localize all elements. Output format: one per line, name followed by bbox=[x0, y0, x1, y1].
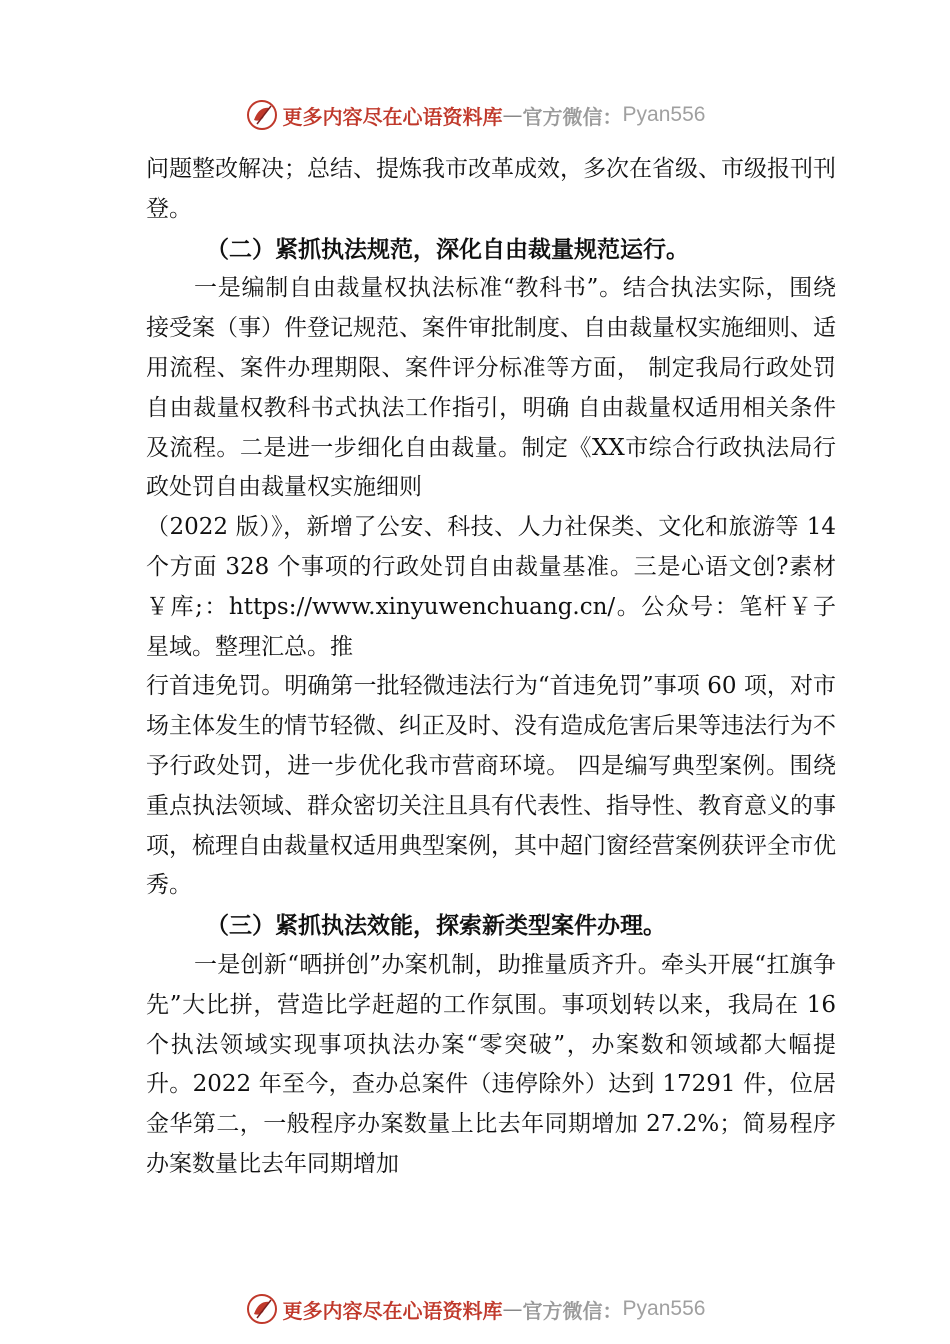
banner-account: Pyan556 bbox=[622, 103, 706, 126]
banner-brand-text: 更多内容尽在心语资料库 bbox=[282, 104, 503, 129]
banner-brand-text: 更多内容尽在心语资料库 bbox=[282, 1298, 503, 1323]
brand-logo-icon bbox=[245, 98, 279, 132]
footer-banner bbox=[0, 1289, 950, 1329]
banner-dash: — bbox=[502, 103, 523, 127]
document-body bbox=[146, 150, 844, 1185]
paragraph-5: 行首违免罚。明确第一批轻微违法行为“首违免罚”事项 60 项，对市场主体发生的情节轻微、纠正及时、没有造成危害后果等违法行为不予行政处罚，进一步优化我市营商环境。 四是编写典型案例。围绕重点执法领域、群众密切关注且具有代表性、指导性、教育意义的事项，梳理自由裁量权适用典型案例，其中超门窗经营案例获评全市优秀。 bbox=[146, 673, 836, 899]
banner-official-label: 官方微信： bbox=[522, 104, 623, 129]
paragraph-4: （2022 版）》，新增了公安、科技、人力社保类、文化和旅游等 14 个方面 328 个事项的行政处罚自由裁量基准。三是心语文创?素材￥库;：https://www.xinyuwenchuang.cn/。公众号：笔杆￥子星域。整理汇总。推 bbox=[146, 514, 844, 660]
paragraph-1: 问题整改解决；总结、提炼我市改革成效，多次在省级、市级报刊刊登。 bbox=[146, 156, 836, 222]
banner-dash: — bbox=[502, 1297, 523, 1321]
header-banner bbox=[0, 95, 950, 135]
section-heading-2: （二）紧抓执法规范，深化自由裁量规范运行。 bbox=[206, 235, 689, 263]
paragraph-7: 一是创新“晒拼创”办案机制，助推量质齐升。牵头开展“扛旗争先”大比拼，营造比学赶超的工作氛围。事项划转以来，我局在 16 个执法领域实现事项执法办案“零突破”，办案数和领域都大幅提升。2022 年至今，查办总案件（违停除外）达到 17291 件，位居金华第二，一般程序办案数量上比去年同期增加 27.2%；简易程序办案数量比去年同期增加 bbox=[146, 951, 844, 1177]
banner-account: Pyan556 bbox=[622, 1297, 706, 1320]
section-heading-3: （三）紧抓执法效能，探索新类型案件办理。 bbox=[206, 912, 666, 940]
paragraph-3: 一是编制自由裁量权执法标准“教科书”。结合执法实际，围绕接受案（事）件登记规范、案件审批制度、自由裁量权实施细则、适用流程、案件办理期限、案件评分标准等方面， 制定我局行政处罚自由裁量权教科书式执法工作指引，明确 自由裁量权适用相关条件及流程。二是进一步细化自由裁量。制定《XX市综合行政执法局行政处罚自由裁量权实施细则 bbox=[146, 275, 836, 501]
banner-official-label: 官方微信： bbox=[522, 1298, 623, 1323]
brand-logo-icon bbox=[245, 1292, 279, 1326]
